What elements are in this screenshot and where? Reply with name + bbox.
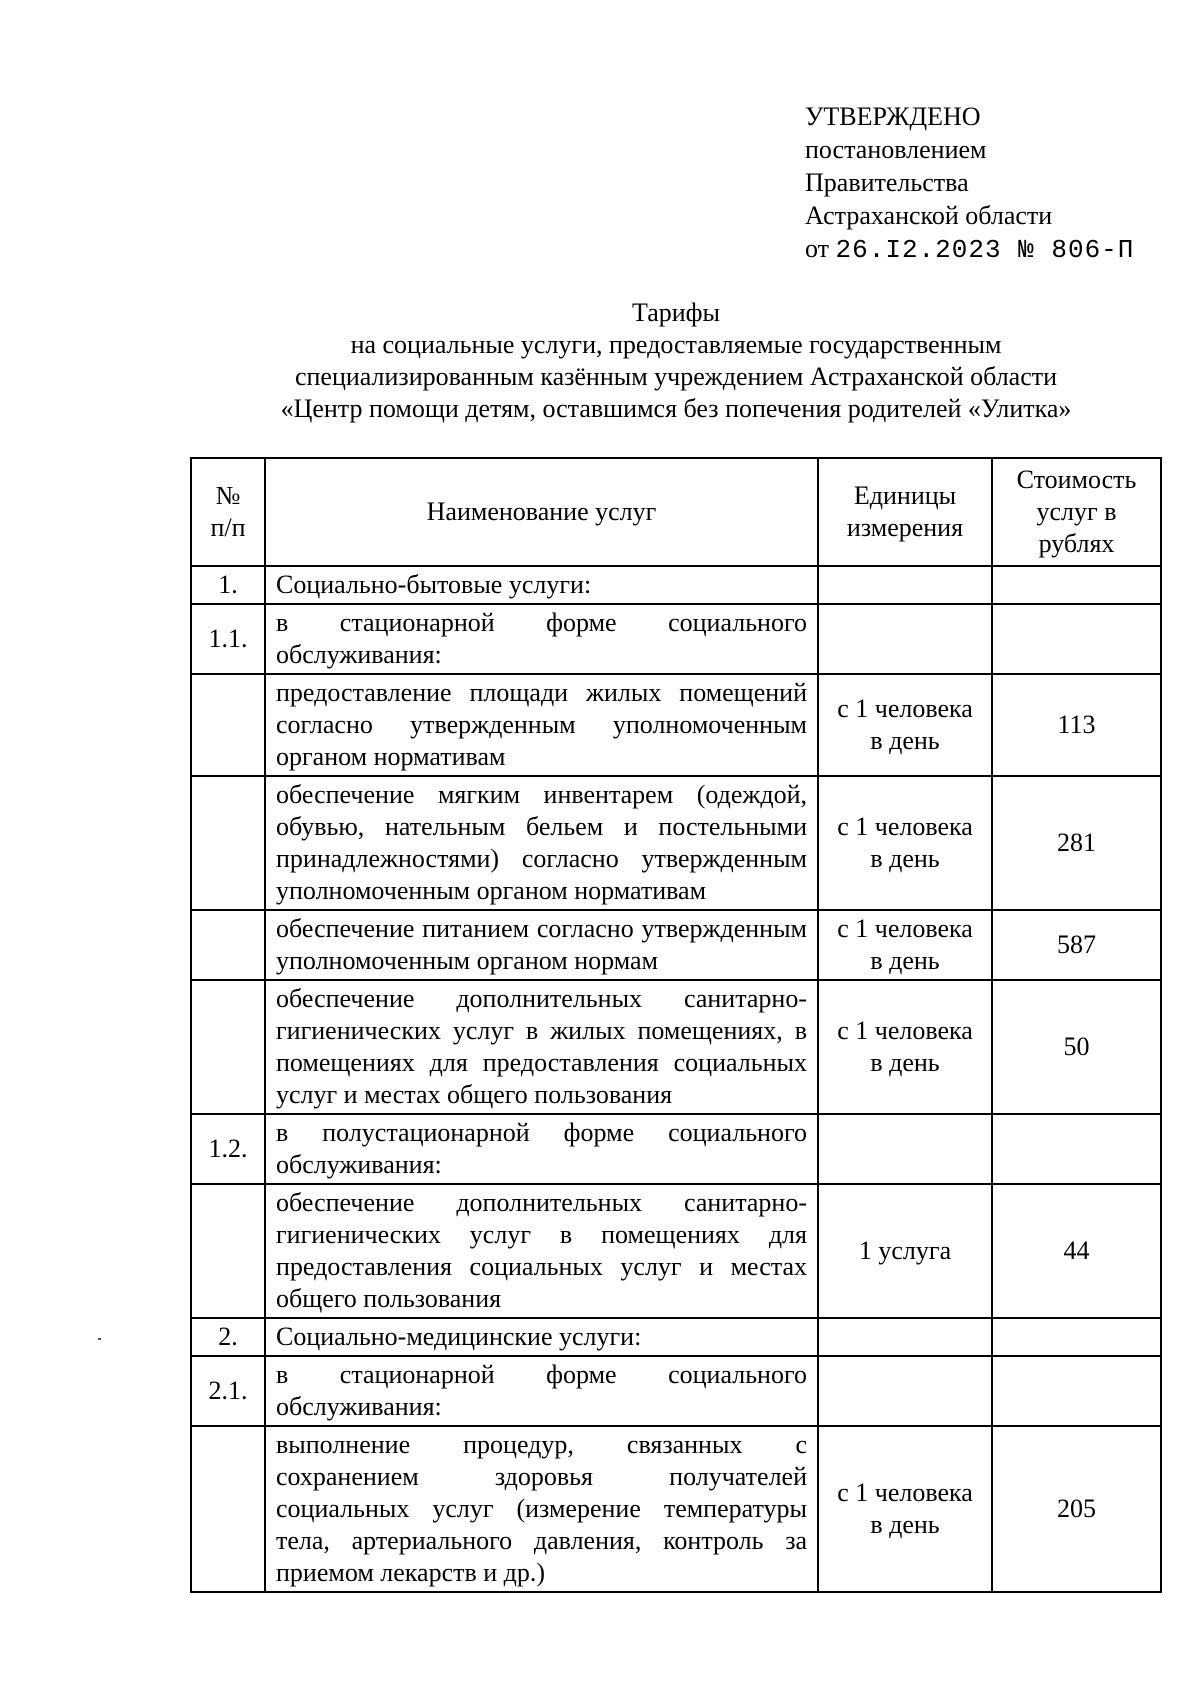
table-row (191, 566, 1161, 604)
date-value: 26.I2.2023 № 806-П (835, 235, 1135, 265)
row-unit (818, 1114, 992, 1184)
row-num (191, 674, 265, 776)
row-name: в стационарной форме социального обслуживания: (265, 1356, 818, 1426)
row-num: 1.2. (191, 1114, 265, 1184)
table-row (191, 674, 1161, 776)
header-name: Наименование услуг (265, 458, 818, 566)
row-unit: с 1 человека в день (818, 980, 992, 1114)
header-unit: Единицы измерения (818, 458, 992, 566)
approval-line: Правительства (805, 168, 969, 197)
row-unit: с 1 человека в день (818, 674, 992, 776)
document-title (0, 297, 1200, 425)
row-num: 2. (191, 1318, 265, 1356)
row-num: 2.1. (191, 1356, 265, 1426)
table-row (191, 1318, 1161, 1356)
title-line: «Центр помощи детям, оставшимся без попечения родителей «Улитка» (280, 394, 1072, 423)
row-num: 1. (191, 566, 265, 604)
row-cost (992, 1318, 1161, 1356)
row-name: в стационарной форме социального обслуживания: (265, 604, 818, 674)
row-cost: 281 (992, 776, 1161, 910)
row-cost (992, 1356, 1161, 1426)
title-line: на социальные услуги, предоставляемые государственным (350, 330, 1002, 359)
row-unit: с 1 человека в день (818, 776, 992, 910)
table-row (191, 1426, 1161, 1592)
date-prefix: от (805, 234, 830, 263)
row-unit: с 1 человека в день (818, 1426, 992, 1592)
approval-stamp (805, 100, 1134, 267)
title-line: Тарифы (631, 298, 720, 327)
row-name: обеспечение дополнительных санитарно-гигиенических услуг в жилых помещениях, в помещениях для предоставления социальных услуг и местах общего пользования (265, 980, 818, 1114)
table-row (191, 1114, 1161, 1184)
header-cost: Стоимость услуг в рублях (992, 458, 1161, 566)
tariffs-table (190, 457, 1162, 1593)
row-name: обеспечение дополнительных санитарно-гигиенических услуг в помещениях для предоставления социальных услуг и местах общего пользования (265, 1184, 818, 1318)
table-row (191, 1184, 1161, 1318)
row-unit (818, 604, 992, 674)
row-cost: 44 (992, 1184, 1161, 1318)
row-name: обеспечение мягким инвентарем (одеждой, обувью, нательным бельем и постельными принадлежностями) согласно утвержденным уполномоченным органом нормативам (265, 776, 818, 910)
row-name: в полустационарной форме социального обслуживания: (265, 1114, 818, 1184)
title-line: специализированным казённым учреждением Астраханской области (294, 362, 1058, 391)
row-cost (992, 604, 1161, 674)
row-num (191, 1184, 265, 1318)
row-num (191, 1426, 265, 1592)
approval-title: УТВЕРЖДЕНО (805, 102, 981, 131)
table-row (191, 1356, 1161, 1426)
row-num (191, 980, 265, 1114)
row-name: выполнение процедур, связанных с сохранением здоровья получателей социальных услуг (измерение температуры тела, артериального давления, контроль за приемом лекарств и др.) (265, 1426, 818, 1592)
row-name: Социально-бытовые услуги: (265, 566, 818, 604)
row-num (191, 776, 265, 910)
scan-speck (98, 1338, 101, 1340)
table-row (191, 776, 1161, 910)
approval-line: Астраханской области (805, 201, 1053, 230)
table-row (191, 604, 1161, 674)
row-cost: 205 (992, 1426, 1161, 1592)
row-name: обеспечение питанием согласно утвержденным уполномоченным органом нормам (265, 910, 818, 980)
row-name: Социально-медицинские услуги: (265, 1318, 818, 1356)
row-cost: 50 (992, 980, 1161, 1114)
table-row (191, 980, 1161, 1114)
header-num: № п/п (191, 458, 265, 566)
row-num: 1.1. (191, 604, 265, 674)
row-unit (818, 1318, 992, 1356)
table-row (191, 910, 1161, 980)
approval-date (805, 232, 1134, 267)
row-num (191, 910, 265, 980)
row-name: предоставление площади жилых помещений согласно утвержденным уполномоченным органом нормативам (265, 674, 818, 776)
row-unit: с 1 человека в день (818, 910, 992, 980)
row-cost (992, 566, 1161, 604)
row-unit: 1 услуга (818, 1184, 992, 1318)
table-header-row (191, 458, 1161, 566)
row-cost: 587 (992, 910, 1161, 980)
row-cost (992, 1114, 1161, 1184)
approval-line: постановлением (805, 135, 987, 164)
row-unit (818, 566, 992, 604)
row-cost: 113 (992, 674, 1161, 776)
row-unit (818, 1356, 992, 1426)
